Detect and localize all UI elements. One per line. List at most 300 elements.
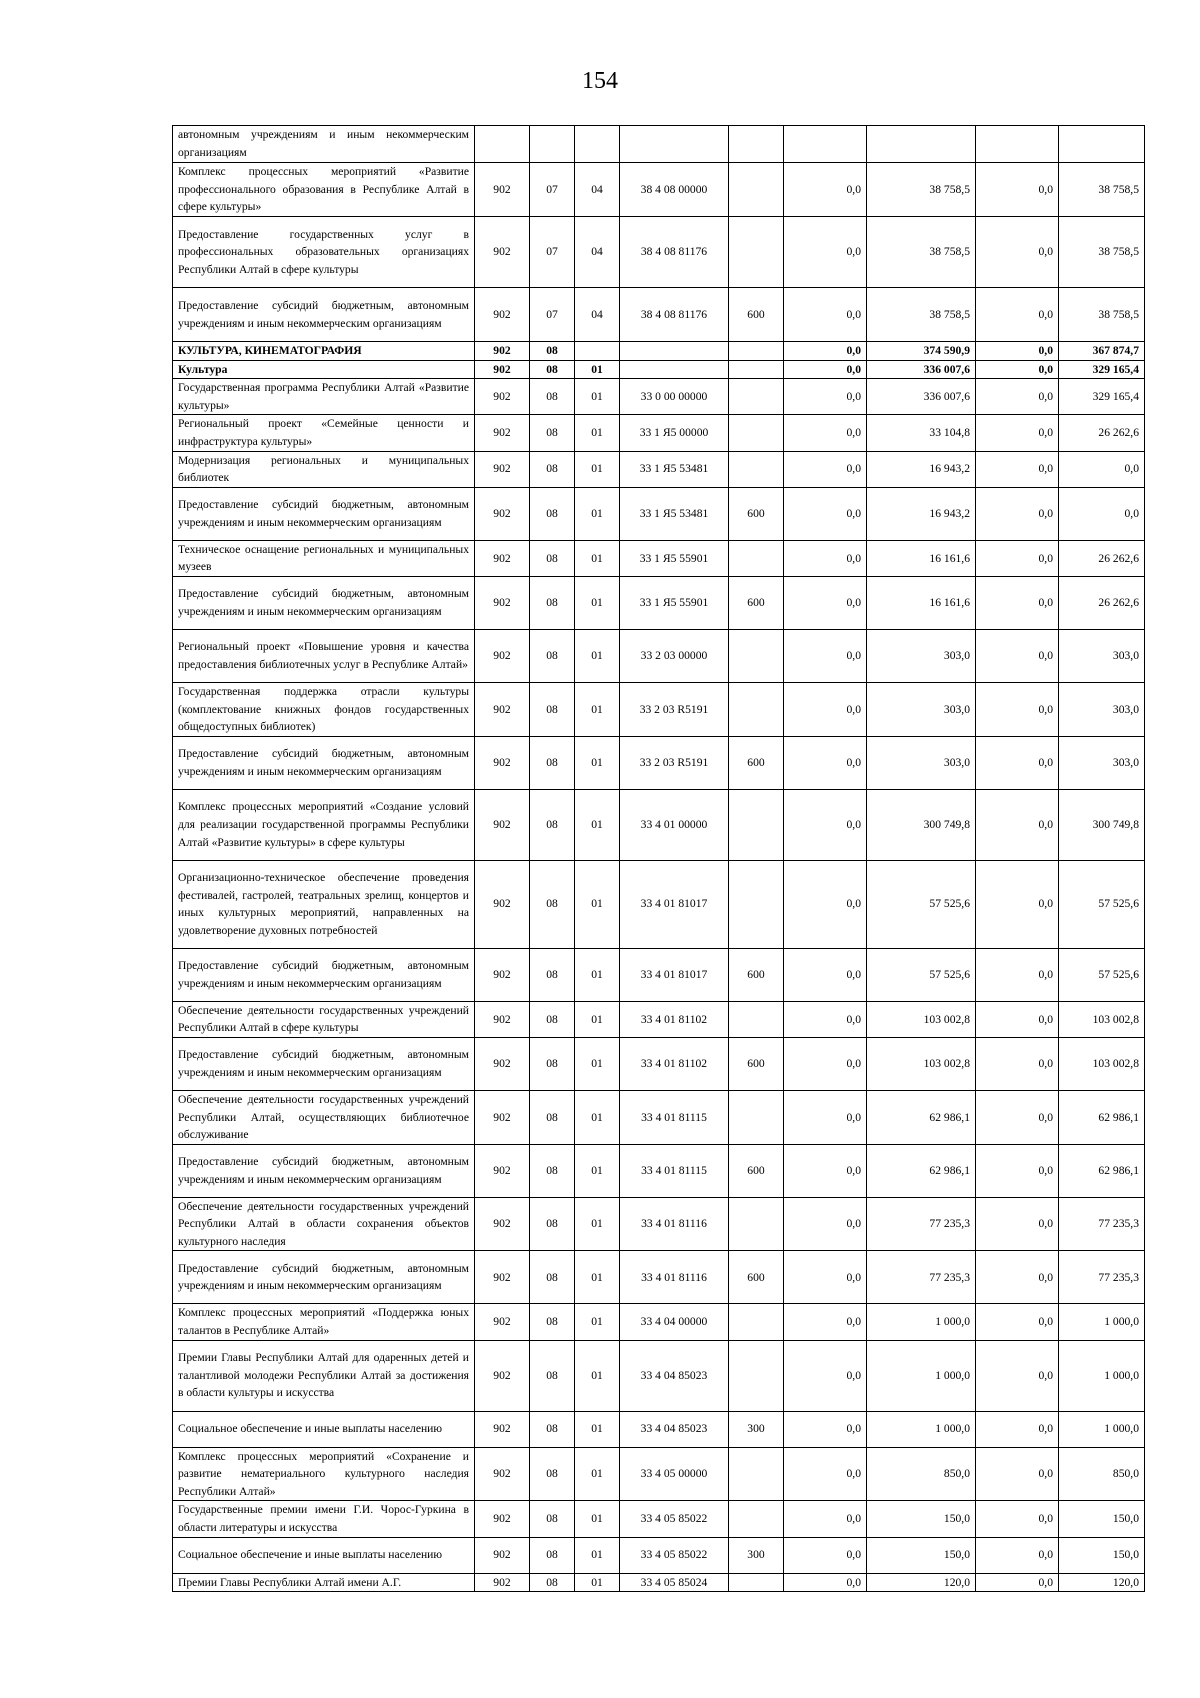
rz-code-cell: 08 (530, 860, 575, 948)
table-row (173, 682, 1145, 736)
budget-table (172, 125, 1145, 1592)
rz-code-cell: 08 (530, 1001, 575, 1037)
amount-1-cell: 0,0 (784, 736, 867, 789)
expense-name-cell: Премии Главы Республики Алтай для одаренных детей и талантливой молодежи Республики Алтай за достижения в области культуры и искусства (173, 1340, 475, 1411)
csr-code-cell: 33 4 01 81102 (620, 1001, 729, 1037)
amount-1-cell: 0,0 (784, 1251, 867, 1304)
amount-3-cell: 0,0 (976, 948, 1059, 1001)
pr-code-cell: 01 (575, 1144, 620, 1197)
gr-code-cell: 902 (475, 1447, 530, 1501)
amount-1-cell (784, 126, 867, 163)
vr-code-cell (729, 1001, 784, 1037)
table-row (173, 1447, 1145, 1501)
amount-2-cell: 303,0 (867, 682, 976, 736)
table-row (173, 217, 1145, 288)
table-row (173, 1501, 1145, 1537)
gr-code-cell: 902 (475, 379, 530, 415)
amount-4-cell: 303,0 (1059, 629, 1145, 682)
pr-code-cell: 01 (575, 1537, 620, 1573)
csr-code-cell: 33 4 04 00000 (620, 1304, 729, 1340)
amount-4-cell: 38 758,5 (1059, 288, 1145, 342)
amount-3-cell: 0,0 (976, 342, 1059, 361)
amount-1-cell: 0,0 (784, 1447, 867, 1501)
rz-code-cell: 08 (530, 1304, 575, 1340)
vr-code-cell: 600 (729, 736, 784, 789)
csr-code-cell: 33 4 01 81116 (620, 1197, 729, 1251)
amount-3-cell: 0,0 (976, 1537, 1059, 1573)
amount-2-cell: 300 749,8 (867, 789, 976, 860)
vr-code-cell (729, 1340, 784, 1411)
pr-code-cell (575, 126, 620, 163)
amount-4-cell: 0,0 (1059, 487, 1145, 540)
amount-3-cell: 0,0 (976, 1037, 1059, 1090)
gr-code-cell: 902 (475, 540, 530, 576)
amount-2-cell: 77 235,3 (867, 1197, 976, 1251)
rz-code-cell: 08 (530, 1090, 575, 1144)
amount-3-cell: 0,0 (976, 451, 1059, 487)
vr-code-cell (729, 629, 784, 682)
amount-1-cell: 0,0 (784, 682, 867, 736)
amount-4-cell: 62 986,1 (1059, 1144, 1145, 1197)
csr-code-cell: 33 2 03 R5191 (620, 736, 729, 789)
table-row (173, 1001, 1145, 1037)
pr-code-cell: 04 (575, 217, 620, 288)
amount-3-cell: 0,0 (976, 163, 1059, 217)
table-row (173, 1573, 1145, 1592)
rz-code-cell: 07 (530, 288, 575, 342)
amount-1-cell: 0,0 (784, 217, 867, 288)
table-row (173, 415, 1145, 451)
vr-code-cell: 600 (729, 1037, 784, 1090)
amount-4-cell: 120,0 (1059, 1573, 1145, 1592)
amount-2-cell: 57 525,6 (867, 860, 976, 948)
pr-code-cell: 01 (575, 1090, 620, 1144)
csr-code-cell: 33 4 05 85022 (620, 1501, 729, 1537)
amount-3-cell: 0,0 (976, 487, 1059, 540)
amount-3-cell: 0,0 (976, 789, 1059, 860)
amount-1-cell: 0,0 (784, 1090, 867, 1144)
vr-code-cell (729, 1447, 784, 1501)
amount-3-cell: 0,0 (976, 1197, 1059, 1251)
amount-1-cell: 0,0 (784, 288, 867, 342)
gr-code-cell: 902 (475, 948, 530, 1001)
rz-code-cell: 08 (530, 1573, 575, 1592)
csr-code-cell: 38 4 08 81176 (620, 288, 729, 342)
table-row (173, 1037, 1145, 1090)
csr-code-cell: 33 4 01 81115 (620, 1144, 729, 1197)
pr-code-cell: 04 (575, 288, 620, 342)
expense-name-cell: Социальное обеспечение и иные выплаты населению (173, 1411, 475, 1447)
vr-code-cell (729, 682, 784, 736)
amount-2-cell: 77 235,3 (867, 1251, 976, 1304)
table-row (173, 1340, 1145, 1411)
table-row (173, 451, 1145, 487)
amount-2-cell: 1 000,0 (867, 1340, 976, 1411)
amount-1-cell: 0,0 (784, 487, 867, 540)
amount-2-cell: 303,0 (867, 629, 976, 682)
csr-code-cell: 33 1 Я5 55901 (620, 576, 729, 629)
gr-code-cell: 902 (475, 629, 530, 682)
amount-3-cell: 0,0 (976, 1573, 1059, 1592)
amount-4-cell: 1 000,0 (1059, 1304, 1145, 1340)
pr-code-cell: 01 (575, 860, 620, 948)
rz-code-cell: 08 (530, 360, 575, 379)
amount-2-cell: 374 590,9 (867, 342, 976, 361)
vr-code-cell (729, 789, 784, 860)
rz-code-cell: 08 (530, 1537, 575, 1573)
table-row (173, 860, 1145, 948)
table-row (173, 1537, 1145, 1573)
pr-code-cell: 01 (575, 1340, 620, 1411)
table-row (173, 789, 1145, 860)
expense-name-cell: Модернизация региональных и муниципальных библиотек (173, 451, 475, 487)
amount-1-cell: 0,0 (784, 1037, 867, 1090)
amount-2-cell: 150,0 (867, 1501, 976, 1537)
expense-name-cell: Государственная программа Республики Алтай «Развитие культуры» (173, 379, 475, 415)
amount-1-cell: 0,0 (784, 163, 867, 217)
amount-1-cell: 0,0 (784, 540, 867, 576)
amount-4-cell: 38 758,5 (1059, 163, 1145, 217)
expense-name-cell: Предоставление субсидий бюджетным, автономным учреждениям и иным некоммерческим организациям (173, 288, 475, 342)
amount-2-cell: 38 758,5 (867, 217, 976, 288)
rz-code-cell: 07 (530, 217, 575, 288)
gr-code-cell: 902 (475, 1251, 530, 1304)
csr-code-cell (620, 126, 729, 163)
rz-code-cell: 08 (530, 487, 575, 540)
pr-code-cell: 01 (575, 1037, 620, 1090)
expense-name-cell: Культура (173, 360, 475, 379)
pr-code-cell: 01 (575, 1411, 620, 1447)
expense-name-cell: Региональный проект «Семейные ценности и инфраструктура культуры» (173, 415, 475, 451)
expense-name-cell: Предоставление субсидий бюджетным, автономным учреждениям и иным некоммерческим организациям (173, 1037, 475, 1090)
csr-code-cell: 33 1 Я5 53481 (620, 487, 729, 540)
amount-2-cell: 62 986,1 (867, 1090, 976, 1144)
amount-2-cell: 1 000,0 (867, 1304, 976, 1340)
amount-1-cell: 0,0 (784, 360, 867, 379)
amount-3-cell: 0,0 (976, 736, 1059, 789)
pr-code-cell: 01 (575, 576, 620, 629)
expense-name-cell: Обеспечение деятельности государственных учреждений Республики Алтай в области сохранения объектов культурного наследия (173, 1197, 475, 1251)
vr-code-cell (729, 360, 784, 379)
amount-1-cell: 0,0 (784, 1501, 867, 1537)
csr-code-cell: 33 4 05 85024 (620, 1573, 729, 1592)
csr-code-cell: 33 4 05 00000 (620, 1447, 729, 1501)
csr-code-cell: 33 2 03 00000 (620, 629, 729, 682)
expense-name-cell: КУЛЬТУРА, КИНЕМАТОГРАФИЯ (173, 342, 475, 361)
expense-name-cell: Предоставление субсидий бюджетным, автономным учреждениям и иным некоммерческим организациям (173, 1251, 475, 1304)
vr-code-cell (729, 540, 784, 576)
expense-name-cell: Техническое оснащение региональных и муниципальных музеев (173, 540, 475, 576)
vr-code-cell: 600 (729, 487, 784, 540)
rz-code-cell (530, 126, 575, 163)
amount-4-cell: 38 758,5 (1059, 217, 1145, 288)
amount-4-cell: 1 000,0 (1059, 1411, 1145, 1447)
amount-2-cell: 120,0 (867, 1573, 976, 1592)
csr-code-cell: 33 1 Я5 53481 (620, 451, 729, 487)
gr-code-cell: 902 (475, 1501, 530, 1537)
csr-code-cell: 33 4 01 81017 (620, 948, 729, 1001)
vr-code-cell: 600 (729, 948, 784, 1001)
amount-3-cell: 0,0 (976, 860, 1059, 948)
gr-code-cell: 902 (475, 360, 530, 379)
amount-2-cell: 16 161,6 (867, 576, 976, 629)
expense-name-cell: Комплекс процессных мероприятий «Развитие профессионального образования в Республике Алтай в сфере культуры» (173, 163, 475, 217)
rz-code-cell: 07 (530, 163, 575, 217)
pr-code-cell: 04 (575, 163, 620, 217)
amount-1-cell: 0,0 (784, 1411, 867, 1447)
pr-code-cell: 01 (575, 379, 620, 415)
csr-code-cell (620, 360, 729, 379)
vr-code-cell: 300 (729, 1411, 784, 1447)
table-row (173, 1251, 1145, 1304)
gr-code-cell: 902 (475, 789, 530, 860)
vr-code-cell (729, 1304, 784, 1340)
amount-4-cell: 57 525,6 (1059, 948, 1145, 1001)
amount-2-cell: 33 104,8 (867, 415, 976, 451)
amount-4-cell: 150,0 (1059, 1537, 1145, 1573)
pr-code-cell: 01 (575, 736, 620, 789)
vr-code-cell (729, 217, 784, 288)
amount-1-cell: 0,0 (784, 1001, 867, 1037)
gr-code-cell: 902 (475, 1411, 530, 1447)
gr-code-cell: 902 (475, 1001, 530, 1037)
amount-4-cell: 62 986,1 (1059, 1090, 1145, 1144)
amount-3-cell: 0,0 (976, 415, 1059, 451)
amount-4-cell: 0,0 (1059, 451, 1145, 487)
amount-1-cell: 0,0 (784, 948, 867, 1001)
amount-2-cell: 57 525,6 (867, 948, 976, 1001)
table-body (173, 126, 1145, 1592)
rz-code-cell: 08 (530, 342, 575, 361)
amount-2-cell: 103 002,8 (867, 1001, 976, 1037)
gr-code-cell: 902 (475, 1537, 530, 1573)
csr-code-cell: 33 4 05 85022 (620, 1537, 729, 1573)
gr-code-cell: 902 (475, 163, 530, 217)
rz-code-cell: 08 (530, 540, 575, 576)
amount-1-cell: 0,0 (784, 1340, 867, 1411)
amount-4-cell: 26 262,6 (1059, 576, 1145, 629)
amount-1-cell: 0,0 (784, 1537, 867, 1573)
amount-4-cell: 57 525,6 (1059, 860, 1145, 948)
gr-code-cell (475, 126, 530, 163)
rz-code-cell: 08 (530, 1411, 575, 1447)
rz-code-cell: 08 (530, 451, 575, 487)
table-row (173, 288, 1145, 342)
gr-code-cell: 902 (475, 736, 530, 789)
gr-code-cell: 902 (475, 1037, 530, 1090)
amount-1-cell: 0,0 (784, 415, 867, 451)
csr-code-cell: 33 1 Я5 00000 (620, 415, 729, 451)
amount-1-cell: 0,0 (784, 342, 867, 361)
page-number: 154 (582, 68, 618, 94)
vr-code-cell (729, 451, 784, 487)
amount-2-cell: 103 002,8 (867, 1037, 976, 1090)
amount-2-cell: 150,0 (867, 1537, 976, 1573)
amount-1-cell: 0,0 (784, 1304, 867, 1340)
vr-code-cell: 300 (729, 1537, 784, 1573)
amount-1-cell: 0,0 (784, 629, 867, 682)
pr-code-cell: 01 (575, 682, 620, 736)
vr-code-cell (729, 163, 784, 217)
table-row (173, 1197, 1145, 1251)
amount-3-cell: 0,0 (976, 360, 1059, 379)
pr-code-cell: 01 (575, 1197, 620, 1251)
amount-4-cell: 77 235,3 (1059, 1197, 1145, 1251)
amount-1-cell: 0,0 (784, 1197, 867, 1251)
amount-4-cell: 26 262,6 (1059, 540, 1145, 576)
amount-3-cell: 0,0 (976, 1304, 1059, 1340)
vr-code-cell (729, 860, 784, 948)
pr-code-cell: 01 (575, 1304, 620, 1340)
pr-code-cell: 01 (575, 1573, 620, 1592)
csr-code-cell: 33 4 01 81115 (620, 1090, 729, 1144)
gr-code-cell: 902 (475, 415, 530, 451)
vr-code-cell (729, 379, 784, 415)
expense-name-cell: Предоставление субсидий бюджетным, автономным учреждениям и иным некоммерческим организациям (173, 1144, 475, 1197)
csr-code-cell: 33 4 04 85023 (620, 1411, 729, 1447)
gr-code-cell: 902 (475, 1573, 530, 1592)
rz-code-cell: 08 (530, 415, 575, 451)
csr-code-cell: 38 4 08 00000 (620, 163, 729, 217)
amount-3-cell: 0,0 (976, 1090, 1059, 1144)
table-row (173, 576, 1145, 629)
vr-code-cell: 600 (729, 1251, 784, 1304)
csr-code-cell: 33 2 03 R5191 (620, 682, 729, 736)
gr-code-cell: 902 (475, 682, 530, 736)
expense-name-cell: Комплекс процессных мероприятий «Поддержка юных талантов в Республике Алтай» (173, 1304, 475, 1340)
amount-4-cell: 150,0 (1059, 1501, 1145, 1537)
pr-code-cell: 01 (575, 540, 620, 576)
pr-code-cell: 01 (575, 789, 620, 860)
csr-code-cell (620, 342, 729, 361)
amount-1-cell: 0,0 (784, 379, 867, 415)
amount-3-cell: 0,0 (976, 1447, 1059, 1501)
rz-code-cell: 08 (530, 629, 575, 682)
amount-2-cell: 16 943,2 (867, 451, 976, 487)
table-row (173, 1144, 1145, 1197)
amount-2-cell (867, 126, 976, 163)
table-row (173, 736, 1145, 789)
expense-name-cell: Предоставление государственных услуг в профессиональных образовательных организациях Республики Алтай в сфере культуры (173, 217, 475, 288)
gr-code-cell: 902 (475, 342, 530, 361)
table-row (173, 1090, 1145, 1144)
amount-4-cell: 367 874,7 (1059, 342, 1145, 361)
table-row (173, 629, 1145, 682)
csr-code-cell: 33 4 01 81116 (620, 1251, 729, 1304)
vr-code-cell: 600 (729, 1144, 784, 1197)
amount-3-cell: 0,0 (976, 1001, 1059, 1037)
amount-3-cell: 0,0 (976, 540, 1059, 576)
expense-name-cell: Предоставление субсидий бюджетным, автономным учреждениям и иным некоммерческим организациям (173, 736, 475, 789)
csr-code-cell: 33 1 Я5 55901 (620, 540, 729, 576)
vr-code-cell: 600 (729, 288, 784, 342)
table-row (173, 360, 1145, 379)
table-row (173, 948, 1145, 1001)
vr-code-cell (729, 1197, 784, 1251)
rz-code-cell: 08 (530, 1340, 575, 1411)
gr-code-cell: 902 (475, 1090, 530, 1144)
amount-1-cell: 0,0 (784, 576, 867, 629)
expense-name-cell: Обеспечение деятельности государственных учреждений Республики Алтай в сфере культуры (173, 1001, 475, 1037)
amount-3-cell (976, 126, 1059, 163)
rz-code-cell: 08 (530, 682, 575, 736)
gr-code-cell: 902 (475, 451, 530, 487)
amount-4-cell (1059, 126, 1145, 163)
csr-code-cell: 33 4 01 81102 (620, 1037, 729, 1090)
rz-code-cell: 08 (530, 736, 575, 789)
rz-code-cell: 08 (530, 1447, 575, 1501)
pr-code-cell: 01 (575, 1501, 620, 1537)
amount-1-cell: 0,0 (784, 860, 867, 948)
amount-2-cell: 1 000,0 (867, 1411, 976, 1447)
gr-code-cell: 902 (475, 1144, 530, 1197)
table-row (173, 126, 1145, 163)
amount-4-cell: 103 002,8 (1059, 1037, 1145, 1090)
expense-name-cell: Обеспечение деятельности государственных учреждений Республики Алтай, осуществляющих библиотечное обслуживание (173, 1090, 475, 1144)
gr-code-cell: 902 (475, 1304, 530, 1340)
rz-code-cell: 08 (530, 1251, 575, 1304)
amount-3-cell: 0,0 (976, 217, 1059, 288)
amount-2-cell: 336 007,6 (867, 379, 976, 415)
amount-3-cell: 0,0 (976, 1340, 1059, 1411)
expense-name-cell: Государственная поддержка отрасли культуры (комплектование книжных фондов государственных общедоступных библиотек) (173, 682, 475, 736)
pr-code-cell: 01 (575, 487, 620, 540)
amount-3-cell: 0,0 (976, 1501, 1059, 1537)
amount-3-cell: 0,0 (976, 682, 1059, 736)
expense-name-cell: Предоставление субсидий бюджетным, автономным учреждениям и иным некоммерческим организациям (173, 487, 475, 540)
pr-code-cell: 01 (575, 1447, 620, 1501)
amount-2-cell: 62 986,1 (867, 1144, 976, 1197)
amount-4-cell: 329 165,4 (1059, 379, 1145, 415)
table-row (173, 379, 1145, 415)
amount-4-cell: 303,0 (1059, 736, 1145, 789)
gr-code-cell: 902 (475, 576, 530, 629)
gr-code-cell: 902 (475, 860, 530, 948)
amount-2-cell: 850,0 (867, 1447, 976, 1501)
rz-code-cell: 08 (530, 789, 575, 860)
csr-code-cell: 38 4 08 81176 (620, 217, 729, 288)
amount-3-cell: 0,0 (976, 1144, 1059, 1197)
vr-code-cell (729, 342, 784, 361)
amount-4-cell: 303,0 (1059, 682, 1145, 736)
pr-code-cell (575, 342, 620, 361)
gr-code-cell: 902 (475, 288, 530, 342)
amount-3-cell: 0,0 (976, 1251, 1059, 1304)
csr-code-cell: 33 4 01 00000 (620, 789, 729, 860)
amount-4-cell: 103 002,8 (1059, 1001, 1145, 1037)
csr-code-cell: 33 4 04 85023 (620, 1340, 729, 1411)
pr-code-cell: 01 (575, 451, 620, 487)
pr-code-cell: 01 (575, 360, 620, 379)
pr-code-cell: 01 (575, 629, 620, 682)
rz-code-cell: 08 (530, 1144, 575, 1197)
vr-code-cell: 600 (729, 576, 784, 629)
rz-code-cell: 08 (530, 1037, 575, 1090)
table-row (173, 1411, 1145, 1447)
vr-code-cell (729, 415, 784, 451)
amount-4-cell: 1 000,0 (1059, 1340, 1145, 1411)
vr-code-cell (729, 126, 784, 163)
amount-1-cell: 0,0 (784, 789, 867, 860)
gr-code-cell: 902 (475, 1340, 530, 1411)
expense-name-cell: Государственные премии имени Г.И. Чорос-Гуркина в области литературы и искусства (173, 1501, 475, 1537)
gr-code-cell: 902 (475, 217, 530, 288)
expense-name-cell: Региональный проект «Повышение уровня и качества предоставления библиотечных услуг в Республике Алтай» (173, 629, 475, 682)
rz-code-cell: 08 (530, 948, 575, 1001)
pr-code-cell: 01 (575, 1251, 620, 1304)
table-row (173, 540, 1145, 576)
amount-3-cell: 0,0 (976, 1411, 1059, 1447)
